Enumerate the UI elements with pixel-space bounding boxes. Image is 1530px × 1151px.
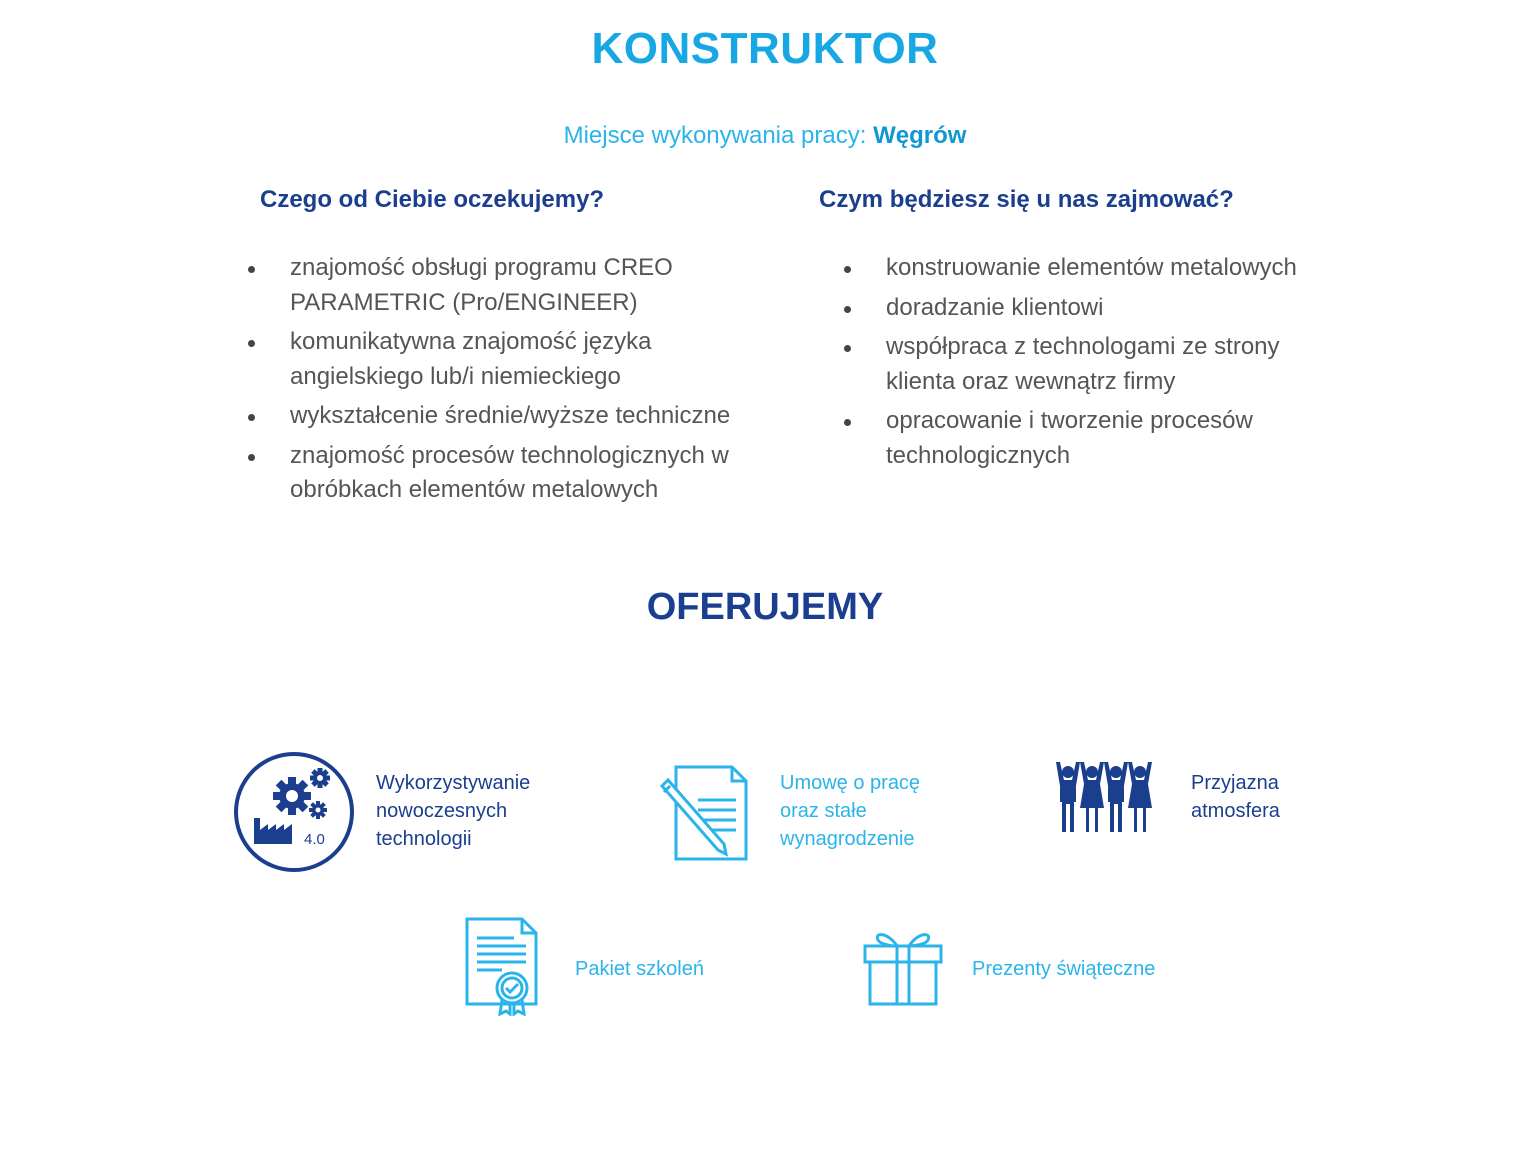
list-item	[886, 291, 1386, 326]
list-item-line: wykształcenie średnie/wyższe techniczne	[290, 402, 731, 429]
benefit-label-line: Umowę o pracę	[780, 772, 921, 794]
benefit-label	[780, 769, 920, 853]
bullet-icon	[248, 414, 255, 421]
list-item-line: obróbkach elementów metalowych	[290, 476, 659, 503]
bullet-icon	[844, 306, 851, 313]
bullet-icon	[844, 419, 851, 426]
list-item-line: doradzanie klientowi	[886, 293, 1104, 321]
list-item-line: znajomość procesów technologicznych w	[290, 441, 729, 469]
duties-heading: Czym będziesz się u nas zajmować?	[819, 186, 1234, 213]
list-item	[886, 404, 1386, 473]
location-value: Węgrów	[873, 122, 967, 149]
list-item-line: klienta oraz wewnątrz firmy	[886, 367, 1176, 395]
list-item	[886, 251, 1386, 286]
list-item-line: angielskiego lub/i niemieckiego	[290, 362, 621, 390]
list-item	[290, 439, 790, 508]
list-item	[886, 330, 1386, 399]
bullet-icon	[248, 266, 255, 273]
offer-heading: OFERUJEMY	[646, 586, 884, 628]
bullet-icon	[248, 340, 255, 347]
benefit-label	[972, 955, 1155, 983]
benefit-label-line: nowoczesnych	[376, 800, 508, 822]
location-label: Miejsce wykonywania pracy:	[563, 122, 867, 149]
benefit-label-line: Pakiet szkoleń	[575, 958, 704, 980]
list-item	[290, 251, 790, 320]
team-people-icon	[1052, 762, 1156, 836]
benefit-label-line: oraz stałe	[780, 800, 867, 822]
list-item-line: PARAMETRIC (Pro/ENGINEER)	[290, 288, 638, 316]
list-item	[290, 325, 790, 394]
bullet-icon	[844, 345, 851, 352]
list-item-line: współpraca z technologami ze strony	[886, 333, 1280, 360]
industry-4-0-icon	[232, 750, 356, 874]
list-item	[290, 399, 790, 434]
list-item-line: komunikatywna znajomość języka	[290, 328, 652, 355]
list-item-line: konstruowanie elementów metalowych	[886, 254, 1297, 281]
gift-icon	[862, 926, 944, 1008]
benefit-label-line: wynagrodzenie	[780, 828, 915, 850]
benefit-label-line: atmosfera	[1191, 800, 1280, 822]
benefit-label-line: Prezenty świąteczne	[972, 958, 1156, 980]
certificate-icon	[462, 916, 542, 1016]
job-location	[0, 122, 1530, 150]
benefit-label	[1191, 769, 1280, 825]
duties-list	[886, 251, 1386, 478]
bullet-icon	[844, 266, 851, 273]
list-item-line: opracowanie i tworzenie procesów	[886, 407, 1253, 434]
bullet-icon	[248, 454, 255, 461]
benefit-label-line: Przyjazna	[1191, 772, 1279, 794]
benefit-label	[575, 955, 704, 983]
icon-badge-text: 4.0	[304, 831, 325, 848]
benefit-label	[376, 769, 530, 853]
contract-pen-icon	[656, 764, 752, 864]
list-item-line: znajomość obsługi programu CREO	[290, 254, 673, 281]
benefit-label-line: technologii	[376, 828, 472, 850]
benefit-label-line: Wykorzystywanie	[376, 772, 531, 794]
requirements-list	[290, 251, 790, 513]
list-item-line: technologicznych	[886, 441, 1071, 469]
job-title: KONSTRUKTOR	[591, 24, 939, 73]
requirements-heading: Czego od Ciebie oczekujemy?	[260, 186, 605, 213]
